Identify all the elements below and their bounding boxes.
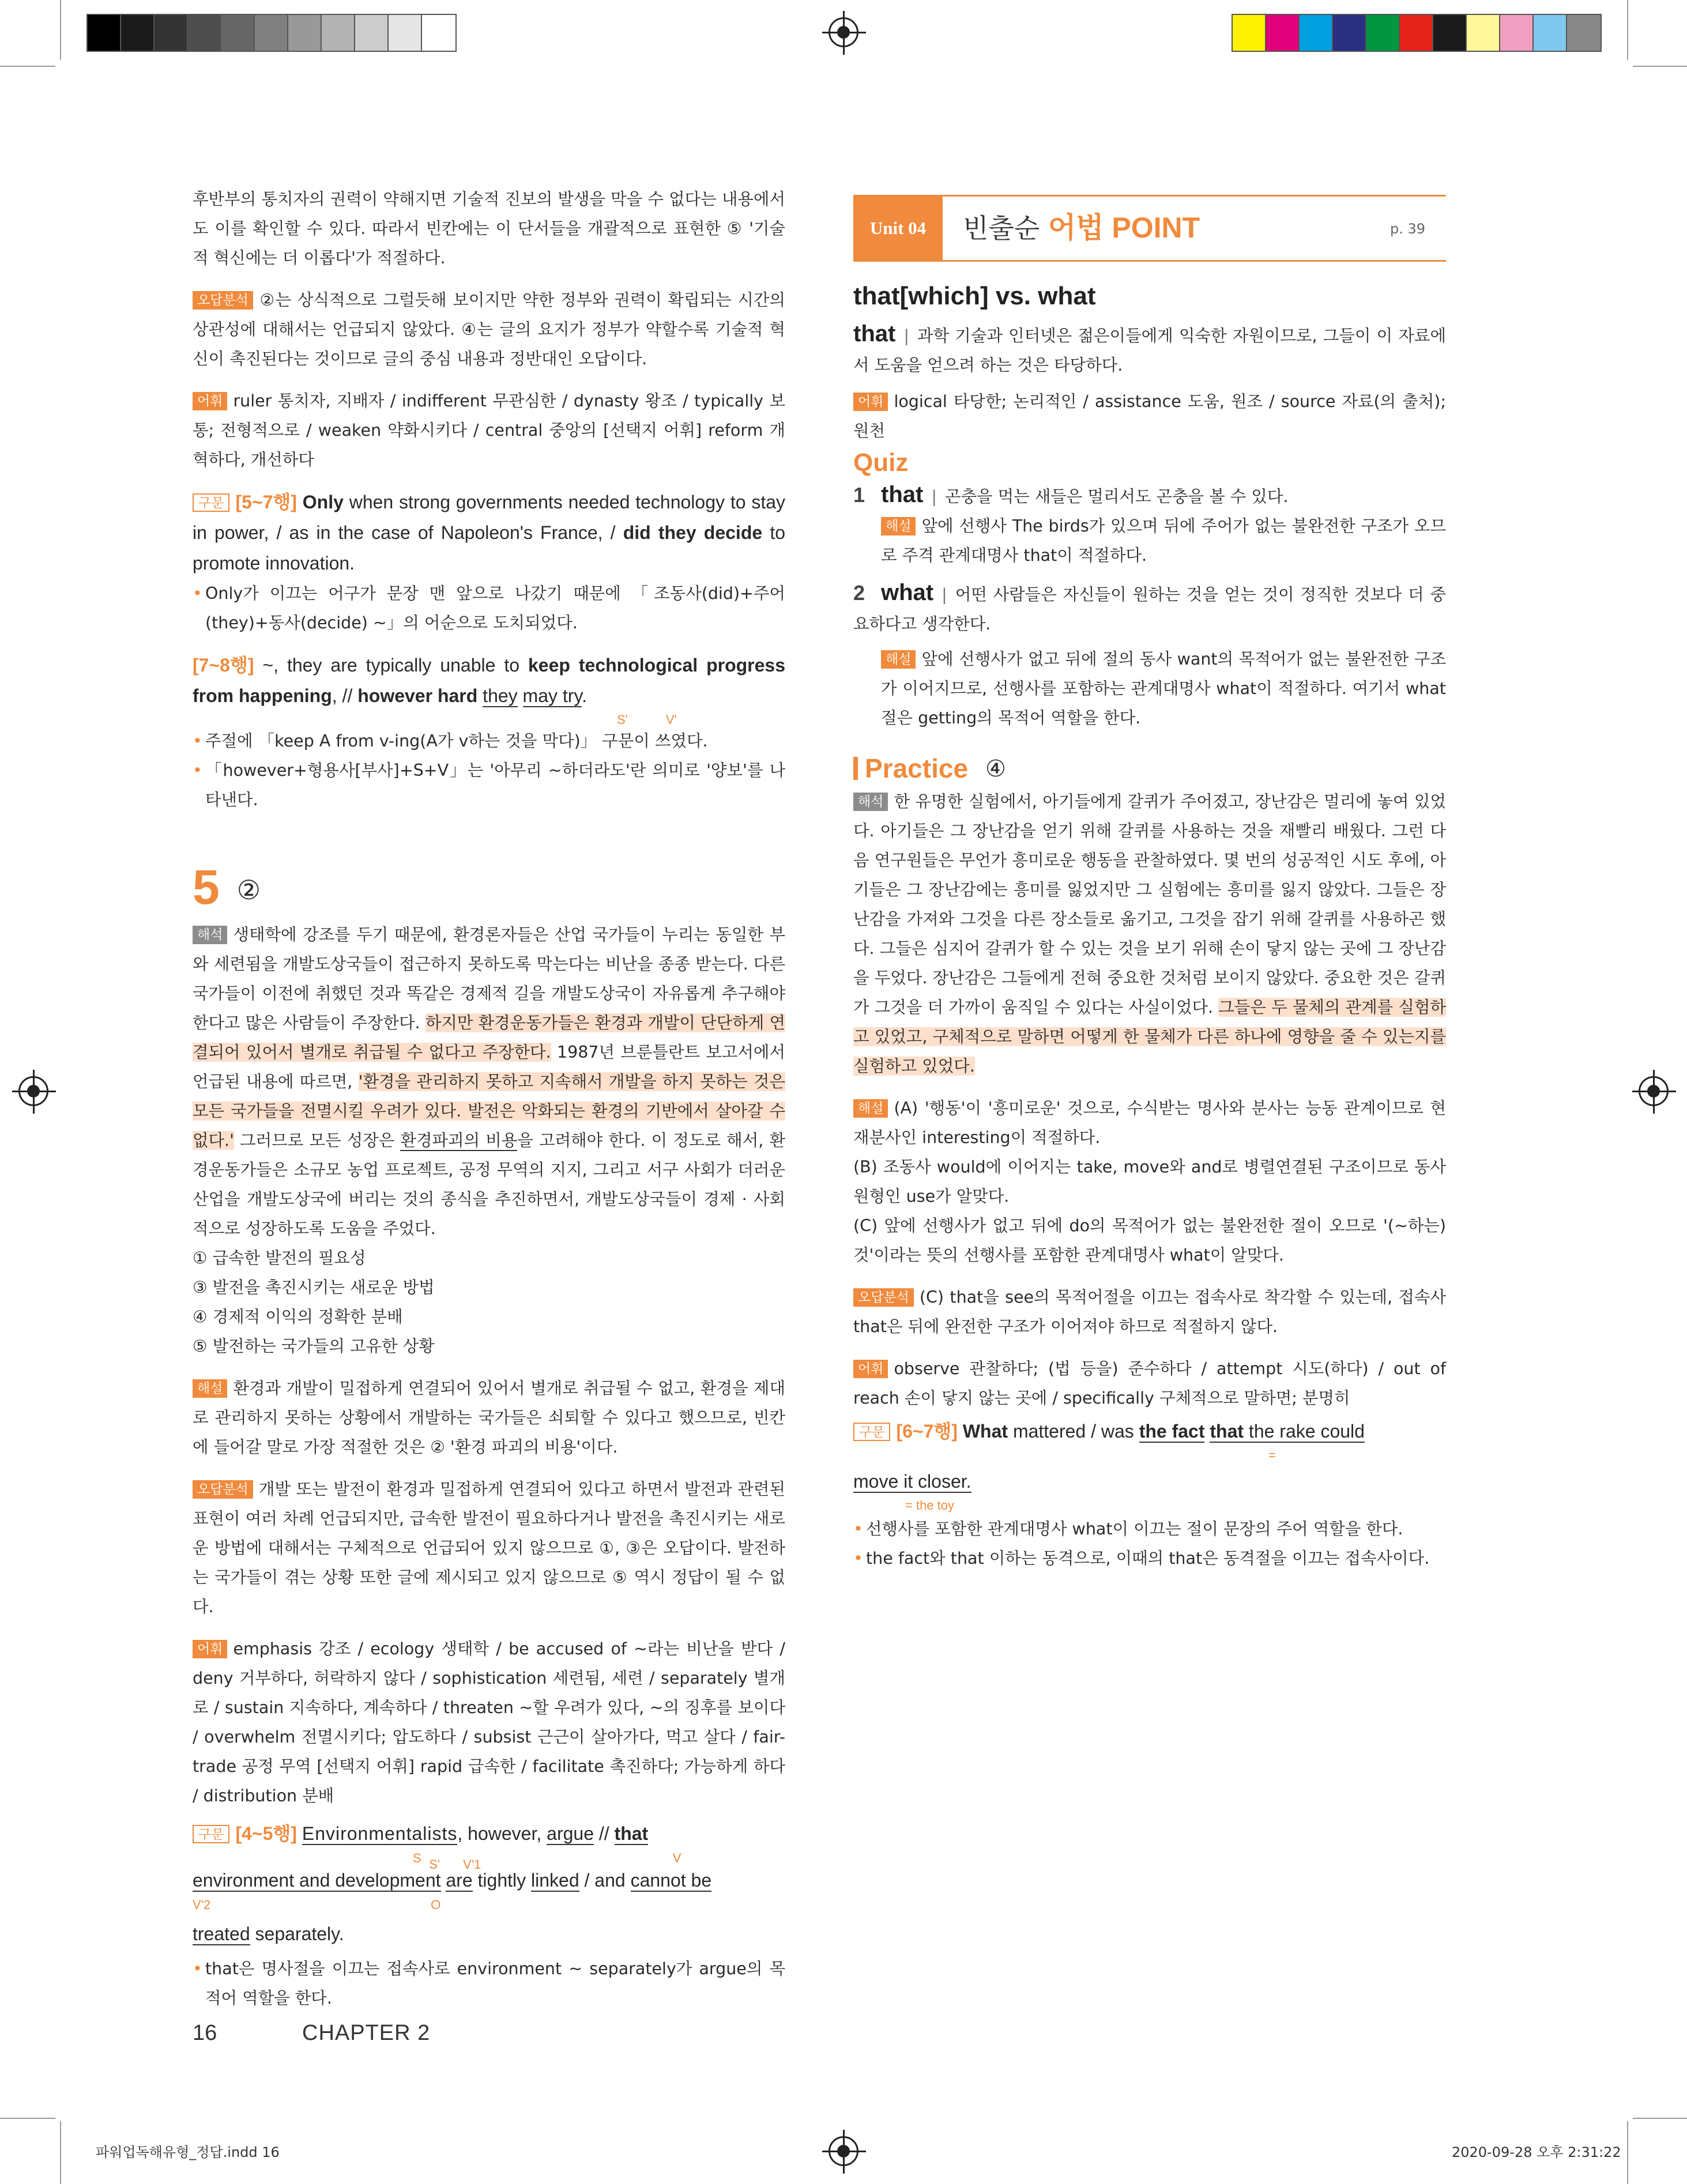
tag-solution: 해설 (881, 650, 916, 669)
unit-page-ref: p. 39 (1389, 221, 1425, 237)
crop-mark (1627, 2121, 1628, 2184)
translation-5: 해석 생태학에 강조를 두기 때문에, 환경론자들은 산업 국가들이 누리는 동일한 부와 세련됨을 개발도상국들이 접근하지 못하도록 막는다는 비난을 종종 받는다. 다른 국가들이 이전에 취했던 것과 똑같은 경제적 길을 개발도상국이 자유롭게 추구해야 한다고 많은 사람들이 주장한다. 하지만 환경운동가들은 환경과 개발이 단단하게 연결되어 있어서 별개로 취급될 수 없다고 주장한다. 1987년 브룬틀란트 보고서에서 언급된 내용에 따르면, '환경을 관리하지 못하고 지속해서 개발을 하지 못하는 것은 모든 국가들을 전멸시킬 우려가 있다. 발전은 악화되는 환경의 기반에서 살아갈 수 없다.' 그러므로 모든 성장은 환경파괴의 비용을 고려해야 한다. 이 정도로 해서, 환경운동가들은 소규모 농업 프로젝트, 공정 무역의 지지, 그리고 서구 사회가 더러운 산업을 개발도상국에 버리는 것의 종식을 추진하면서, 개발도상국들이 경제 · 사회적으로 성장하도록 도움을 주었다. (193, 925, 786, 1238)
color-swatch (1233, 15, 1266, 51)
color-swatch (1467, 15, 1500, 51)
slug-timestamp: 2020-09-28 오후 2:31:22 (1452, 2144, 1621, 2160)
crop-mark (60, 2121, 61, 2184)
gray-swatch (221, 15, 255, 51)
tag-structure: 구문 (193, 1825, 229, 1843)
grayscale-bar (86, 14, 457, 52)
quiz-title: Quiz (853, 448, 909, 477)
structure-note-3: • that은 명사절을 이끄는 접속사로 environment ~ separately가 argue의 목적어 역할을 한다. (193, 1954, 785, 2013)
structure-note-2a: • 주절에 「keep A from v-ing(A가 v하는 것을 막다)」 구문이 쓰였다. (193, 726, 785, 756)
left-column (193, 184, 785, 2013)
gray-swatch (188, 15, 221, 51)
color-swatch (1300, 15, 1333, 51)
vocab-box-5: 어휘 emphasis 강조 / ecology 생태학 / be accused of ~라는 비난을 받다 / deny 거부하다, 허락하지 않다 / sophistication 세련됨, 세련 / separately 별개로 / sustain 지속하다, 계속하다 / threaten ~할 우려가 있다, ~의 징후를 보이다 / overwhelm 전멸시키다; 압도하다 / subsist 근근이 살아가다, 먹고 살다 / fair-trade 공정 무역 [선택지 어휘] rapid 급속한 / facilitate 촉진하다; 가능하게 하다 / distribution 분배 (193, 1639, 785, 1805)
structure-sentence-3-line3: treated separately. (193, 1923, 344, 1944)
structure-note-1: • Only가 이끄는 어구가 문장 맨 앞으로 나갔기 때문에 「조동사(did)+주어(they)+동사(decide) ~」의 어순으로 도치되었다. (193, 579, 785, 638)
crop-mark (1633, 2118, 1687, 2119)
practice-translation: 해석 한 유명한 실험에서, 아기들에게 갈퀴가 주어졌고, 장난감은 멀리에 놓여 있었다. 아기들은 그 장난감을 얻기 위해 갈퀴를 사용하는 것을 재빨리 배웠다. 그런 다음 연구원들은 무언가 흥미로운 행동을 관찰하였다. 몇 번의 성공적인 시도 후에, 아기들은 그 장난감에는 흥미를 잃었지만 그 실험에는 흥미를 잃지 않았다. 그들은 장난감을 가져와 그것을 다른 장소들로 옮기고, 그것을 잡기 위해 갈퀴를 사용하곤 했다. 그들은 심지어 갈퀴가 할 수 있는 것을 보기 위해 손이 닿지 않는 곳에 그 장난감을 두었다. 장난감은 그들에게 전혀 중요한 것처럼 보이지 않았다. 중요한 것은 갈퀴가 그것을 더 가까이 움직일 수 있다는 사실이었다. 그들은 두 물체의 관계를 실험하고 있었고, 구체적으로 말하면 어떻게 한 물체가 다른 하나에 영향을 줄 수 있는지를 실험하고 있었다. (853, 792, 1446, 1076)
tag-vocab: 어휘 (193, 1640, 227, 1658)
gray-swatch (355, 15, 389, 51)
section-vocab: 어휘 logical 타당한; 논리적인 / assistance 도움, 원조 / source 자료(의 출처); 원천 (853, 392, 1446, 440)
structure-sentence-2: [7~8행] ~, they are typically unable to keep technological progress from happening, // however hard they may try. (193, 655, 786, 706)
slug-filename: 파워업독해유형_정답.indd 16 (96, 2144, 280, 2160)
gray-swatch (155, 15, 188, 51)
quiz-solution-2: 해설 앞에 선행사가 없고 뒤에 절의 동사 want의 목적어가 없는 불완전한 구조가 이어지므로, 선행사를 포함하는 관계대명사 what이 적절하다. 여기서 what절은 getting의 목적어 역할을 한다. (881, 650, 1446, 727)
structure-note-4b: • the fact와 that 이하는 동격으로, 이때의 that은 동격절을 이끄는 접속사이다. (853, 1544, 1446, 1573)
quiz-solution-1: 해설 앞에 선행사 The birds가 있으며 뒤에 주어가 없는 불완전한 구조가 오므로 주격 관계대명사 that이 적절하다. (881, 516, 1446, 565)
structure-note-2b: • 「however+형용사[부사]+S+V」는 '아무리 ~하더라도'란 의미로 '양보'를 나타낸다. (193, 756, 785, 814)
tag-structure: 구문 (853, 1423, 890, 1441)
vocab-box: 어휘 ruler 통치자, 지배자 / indifferent 무관심한 / dynasty 왕조 / typically 보통; 전형적으로 / weaken 약화시키다 / central 중앙의 [선택지 어휘] reform 개혁하다, 개선하다 (193, 391, 785, 469)
error-analysis-5: 오답분석 개발 또는 발전이 환경과 밀접하게 연결되어 있다고 하면서 발전과 관련된 표현이 여러 차례 언급되지만, 급속한 발전이 필요하다거나 발전을 촉진시키는 새로운 방법에 대해서는 구체적으로 언급되어 있지 않으므로 ①, ③은 오답이다. 발전하는 국가들이 겪는 상황 또한 글에 제시되고 있지 않으므로 ⑤ 역시 정답이 될 수 없다. (193, 1480, 785, 1616)
unit-header (853, 195, 1446, 262)
crop-mark (1627, 0, 1628, 60)
color-swatch (1266, 15, 1300, 51)
tag-solution: 해설 (853, 1099, 888, 1118)
structure-sentence-1: 구문 [5~7행] Only when strong governments needed technology to stay in power, / as in the case of Napoleon's France, / did they decide to promote innovation. (193, 492, 786, 574)
structure-note-4a: • 선행사를 포함한 관계대명사 what이 이끄는 절이 문장의 주어 역할을 한다. (853, 1514, 1446, 1544)
question-5-header: 5 ② (193, 860, 261, 914)
crop-mark (1633, 66, 1687, 67)
color-swatch (1333, 15, 1366, 51)
quiz-item-1: 1 that | 곤충을 먹는 새들은 멀리서도 곤충을 볼 수 있다. (853, 482, 1289, 507)
structure-sentence-4-line1: 구문 [6~7행] What mattered / was the fact that the rake could (853, 1416, 1446, 1447)
practice-header: Practice ④ (853, 750, 1446, 787)
tag-error-analysis: 오답분석 (193, 1480, 253, 1499)
registration-mark-top (829, 17, 858, 47)
chapter-label: CHAPTER 2 (302, 2021, 431, 2045)
structure-labels-4b: = the toy (905, 1498, 955, 1512)
tag-error-analysis: 오답분석 (193, 291, 253, 310)
tag-vocab: 어휘 (853, 1360, 888, 1378)
color-swatch (1433, 15, 1467, 51)
practice-vocab: 어휘 observe 관찰하다; (법 등을) 준수하다 / attempt 시도(하다) / out of reach 손이 닿지 않는 곳에 / specifically 구체적으로 말하면; 분명히 (853, 1359, 1446, 1408)
section-answer: that | 과학 기술과 인터넷은 젊은이들에게 익숙한 자원이므로, 그들이 이 자료에서 도움을 얻으려 하는 것은 타당하다. (853, 321, 1446, 375)
practice-solution-c: (C) 앞에 선행사가 없고 뒤에 do의 목적어가 없는 불완전한 절이 오므로 '(~하는) 것'이라는 뜻의 선행사를 포함한 관계대명사 what이 알맞다. (853, 1216, 1446, 1265)
tag-translation: 해석 (853, 793, 888, 811)
quiz-item-2: 2 what | 어떤 사람들은 자신들이 원하는 것을 얻는 것이 정직한 것보다 더 중요하다고 생각한다. (853, 580, 1446, 633)
option-3: ③ 발전을 촉진시키는 새로운 방법 (193, 1278, 435, 1297)
structure-labels-4: = (1268, 1448, 1276, 1462)
error-analysis: 오답분석 ②는 상식적으로 그럴듯해 보이지만 약한 정부와 권력이 확립되는 시간의 상관성에 대해서는 언급되지 않았다. ④는 글의 요지가 정부가 약할수록 기술적 혁신이 촉진된다는 것이므로 글의 중심 내용과 정반대인 오답이다. (193, 291, 785, 368)
unit-title: 빈출순 어법 POINT (963, 212, 1200, 244)
color-swatch (1366, 15, 1400, 51)
right-column (853, 279, 1446, 1573)
registration-mark-right (1639, 1076, 1669, 1106)
gray-swatch (288, 15, 322, 51)
intro-paragraph: 후반부의 통치자의 권력이 약해지면 기술적 진보의 발생을 막을 수 없다는 내용에서도 이를 확인할 수 있다. 따라서 빈칸에는 이 단서들을 개괄적으로 표현한 ⑤ '기술적 혁신에는 더 이롭다'가 적절하다. (193, 190, 785, 267)
structure-sentence-4-line2: move it closer. (853, 1471, 971, 1492)
unit-label: Unit 04 (853, 197, 943, 260)
tag-translation: 해석 (193, 926, 227, 944)
color-swatch (1400, 15, 1433, 51)
gray-swatch (88, 15, 121, 51)
color-swatch (1500, 15, 1534, 51)
color-swatch (1567, 15, 1601, 51)
option-1: ① 급속한 발전의 필요성 (193, 1248, 366, 1268)
structure-labels-2: S' V' (617, 712, 677, 727)
structure-sentence-3-line2: environment and development are tightly linked / and cannot be (193, 1870, 712, 1891)
practice-solution-b: (B) 조동사 would에 이어지는 take, move와 and로 병렬연결된 구조이므로 동사원형인 use가 알맞다. (853, 1157, 1446, 1206)
tag-structure: 구문 (193, 493, 229, 512)
gray-swatch (121, 15, 155, 51)
color-swatch (1534, 15, 1567, 51)
gray-swatch (422, 15, 455, 51)
color-bar (1232, 14, 1602, 52)
structure-sentence-3-line1: 구문 [4~5행] Environmentalists, however, argue // that (193, 1819, 785, 1849)
crop-mark (0, 2118, 55, 2119)
option-5: ⑤ 발전하는 국가들의 고유한 상황 (193, 1337, 435, 1356)
crop-mark (0, 66, 55, 67)
page-number: 16 (193, 2021, 217, 2045)
tag-solution: 해설 (193, 1379, 227, 1398)
tag-vocab: 어휘 (193, 392, 227, 410)
tag-error-analysis: 오답분석 (853, 1288, 914, 1307)
section-title: that[which] vs. what (853, 282, 1096, 310)
tag-solution: 해설 (881, 517, 916, 535)
gray-swatch (255, 15, 288, 51)
gray-swatch (322, 15, 355, 51)
practice-error-analysis: 오답분석 (C) that을 see의 목적어절을 이끄는 접속사로 착각할 수 있는데, 접속사 that은 뒤에 완전한 구조가 이어져야 하므로 적절하지 않다. (853, 1288, 1446, 1336)
crop-mark (60, 0, 61, 60)
practice-solution-a: 해설 (A) '행동'이 '흥미로운' 것으로, 수식받는 명사와 분사는 능동 관계이므로 현재분사인 interesting이 적절하다. (853, 1099, 1446, 1147)
solution-5: 해설 환경과 개발이 밀접하게 연결되어 있어서 별개로 취급될 수 없고, 환경을 제대로 관리하지 못하는 상황에서 개발하는 국가들은 쇠퇴할 수 있다고 했으므로, 빈칸에 들어갈 말로 가장 적절한 것은 ② '환경 파괴의 비용'이다. (193, 1379, 785, 1457)
tag-vocab: 어휘 (853, 393, 888, 411)
structure-labels-3b: V'2 $O^{S'}$ $^{V'1}$ (193, 1857, 481, 1912)
structure-labels-3a: S V (413, 1851, 681, 1865)
registration-mark-left (18, 1076, 48, 1106)
registration-mark-bottom (829, 2136, 858, 2166)
gray-swatch (389, 15, 422, 51)
option-4: ④ 경제적 이익의 정확한 분배 (193, 1307, 403, 1326)
practice-marker-icon (853, 757, 858, 780)
